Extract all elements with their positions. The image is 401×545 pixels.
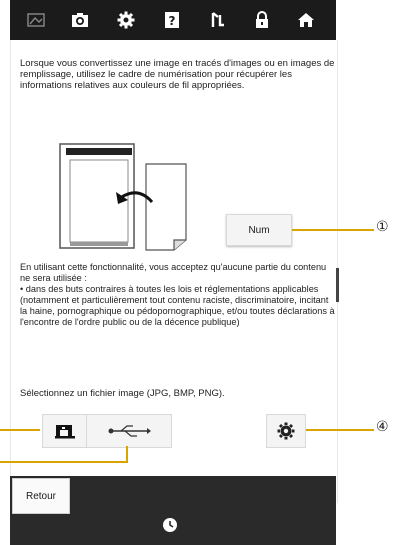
svg-text:?: ? <box>168 14 176 28</box>
settings-icon[interactable] <box>114 8 138 32</box>
callout-line-2 <box>0 429 40 431</box>
select-file-label: Sélectionnez un fichier image (JPG, BMP, PNG). <box>20 388 225 399</box>
lock-icon[interactable] <box>250 8 274 32</box>
callout-line-4 <box>306 429 374 431</box>
machine-memory-button[interactable] <box>42 414 88 448</box>
usb-icon <box>107 423 151 439</box>
scan-frame-illustration <box>58 142 188 252</box>
callout-label-4: ④ <box>376 419 389 435</box>
top-toolbar <box>10 0 336 40</box>
tension-icon[interactable] <box>206 8 230 32</box>
terms-paragraph: En utilisant cette fonctionnalité, vous acceptez qu'aucune partie du contenu ne sera utilisée : • dans des buts contraires à toutes les lois et réglementations applicables (notamment et particulièrement tout contenu raciste, discriminatoire, incitant la haine, pornographique ou pédopornographique, et/ou toutes déclarations à l'encontre de l'ordre public ou de la décence publique) <box>20 262 335 327</box>
home-icon[interactable] <box>294 8 318 32</box>
camera-icon[interactable] <box>68 8 92 32</box>
clock-icon[interactable] <box>162 517 178 533</box>
callout-label-1: ① <box>376 219 389 235</box>
callout-line-1 <box>292 229 374 231</box>
terms-text[interactable] <box>20 262 338 372</box>
usb-button[interactable] <box>86 414 172 448</box>
gear-icon <box>277 422 295 440</box>
settings-button[interactable] <box>266 414 306 448</box>
help-icon[interactable] <box>160 8 184 32</box>
intro-text: Lorsque vous convertissez une image en tracés d'images ou en images de remplissage, utilisez le cadre de numérisation pour récupérer les informations relatives aux couleurs de fil appropriées. <box>20 58 335 91</box>
sewing-machine-icon <box>54 423 76 439</box>
image-icon[interactable] <box>24 8 48 32</box>
num-button[interactable]: Num <box>226 214 292 246</box>
terms-scrollbar[interactable] <box>336 268 339 302</box>
callout-line-3 <box>0 461 128 463</box>
callout-line-3-vertical <box>126 446 128 462</box>
back-button[interactable]: Retour <box>12 478 70 514</box>
